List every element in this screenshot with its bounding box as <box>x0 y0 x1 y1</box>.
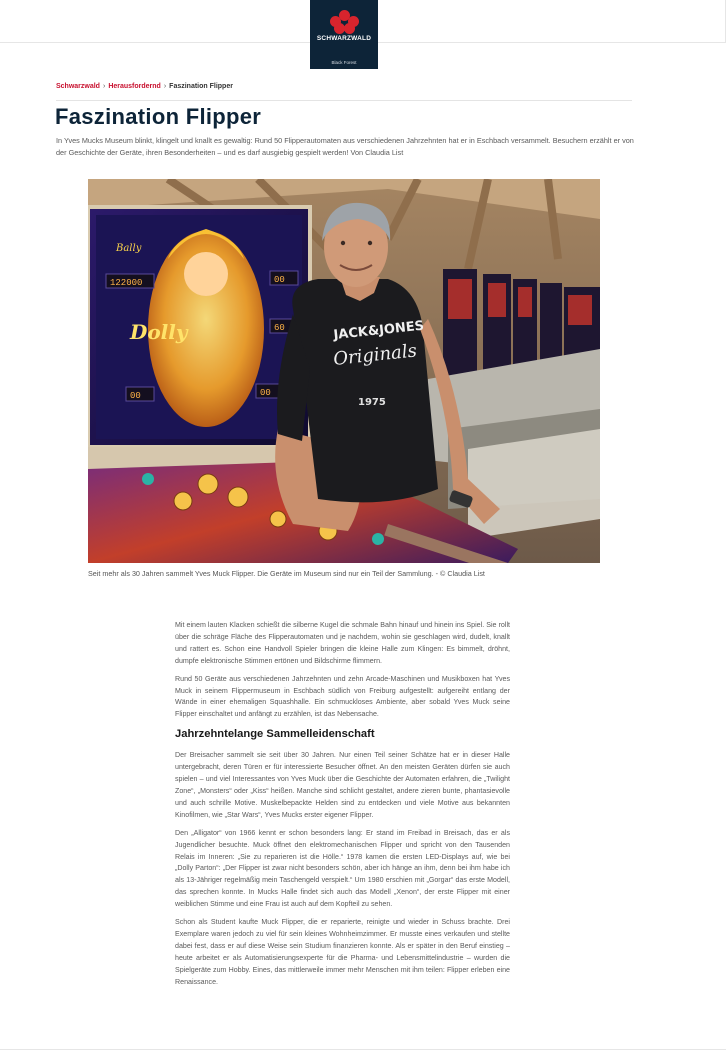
breadcrumb-separator-icon: › <box>102 83 106 90</box>
backglass-brand: Bally <box>116 243 142 254</box>
page-bottom-divider <box>0 1049 726 1050</box>
page-title: Faszination Flipper <box>55 104 262 129</box>
article-body <box>175 620 510 994</box>
logo-dots-icon <box>330 10 358 34</box>
article-paragraph: Mit einem lauten Klacken schießt die silberne Kugel die schmale Bahn hinauf und hinein ins Spiel. Sie rollt über die schräge Fläche des Flipperautomaten und je nachdem, wohin sie geschlagen wird, dudelt, knallt und rattert es. Schon eine Handvoll Spieler bringen die kleine Halle zum Klingen: Es bimmelt, dröhnt, dumpfe elektronische Stimmen ertönen und Bildschirme flimmern. <box>175 621 510 665</box>
backglass-score-5: 00 <box>260 388 271 398</box>
breadcrumb-link-schwarzwald[interactable]: Schwarzwald <box>56 83 100 90</box>
shirt-print-year: 1975 <box>358 397 386 408</box>
article-lead: In Yves Mucks Museum blinkt, klingelt und knallt es gewaltig: Rund 50 Flipperautomaten aus verschiedenen Jahrzehnten hat er in Eschbach versammelt. Besuchern erzählt er von der Geschichte der Geräte, ihren Besonderheiten – und es darf ausgiebig gespielt werden! Von Claudia List <box>56 136 634 157</box>
backglass-score-3: 60 <box>274 323 285 333</box>
shirt-print-script: Originals <box>332 340 418 370</box>
article-photo <box>88 179 600 563</box>
article-paragraph: Den „Alligator“ von 1966 kennt er schon besonders lang: Er stand im Freibad in Breisach, das er als Jugendlicher besuchte. Muck öffnet den elektromechanischen Flipper und spricht von den Tausenden Relais im Inneren: „Sie zu reparieren ist die Hölle.“ 1978 kamen die ersten LED-Displays auf, wie bei „Dolly Parton“: „Der Flipper ist zwar nicht besonders schön, aber ich hänge an ihm, denn bei ihm habe ich als 13-Jähriger regelmäßig mein Taschengeld verspielt.“ Um 1980 erschien mit „Gorgar“ das erste Modell, das sprechen konnte. In Mucks Halle findet sich auch das Modell „Xenon“, der erste Flipper mit einer weiblichen Stimme und eine Frau ist auch auf dem Kopfteil zu sehen. <box>175 828 510 909</box>
breadcrumb-link-herausfordernd[interactable]: Herausfordernd <box>108 83 161 90</box>
backglass-title: Dolly <box>130 320 188 344</box>
section-heading: Jahrzehntelange Sammelleidenschaft <box>175 728 375 741</box>
article-paragraph: Der Breisacher sammelt sie seit über 30 Jahren. Nur einen Teil seiner Schätze hat er in dieser Halle untergebracht, deren Türen er für interessierte Besucher öffnet. An den meisten Geräten dürfen sie auch spielen – und viel Interessantes von Yves Muck über die Geschichte der Automaten erfahren, die „Twilight Zone“, „Monsters“ oder „Kiss“ heißen. Manche sind schlicht gestaltet, andere zieren bunte, phantasievolle und auch schrille Motive. Muskelbepackte Helden sind zu entdecken und viele Motive aus bekannten Kinofilmen, wie „Star Wars“, Yves Mucks erster eigener Flipper. <box>175 751 510 819</box>
breadcrumb-separator-icon: › <box>163 83 167 90</box>
logo-tagline: Black Forest <box>331 60 357 65</box>
site-logo[interactable] <box>310 0 378 69</box>
article-paragraph: Schon als Student kaufte Muck Flipper, die er reparierte, reinigte und wieder in Schuss brachte. Drei Exemplare waren jedoch zu viel für sein kleines Wohnheimzimmer. Er musste eines verkaufen und stellte dabei fest, dass er auf diese Weise sein Studium finanzieren konnte. Als er später in den Beruf einstieg – heute arbeitet er als Automatisierungsexperte für die Pharma- und Lebensmittelindustrie – wurden die Spielgeräte zum Hobby. Eines, das mittlerweile immer mehr Menschen mit ihm teilen: Flipper erleben eine Renaissance. <box>175 918 510 986</box>
backglass-score-4: 00 <box>130 391 141 401</box>
photo-caption: Seit mehr als 30 Jahren sammelt Yves Muck Flipper. Die Geräte im Museum sind nur ein Teil der Sammlung. - © Claudia List <box>88 569 485 578</box>
shirt-print-brand: JACK&JONES <box>332 318 425 343</box>
backglass-score-2: 00 <box>274 275 285 285</box>
breadcrumb-current: Faszination Flipper <box>169 83 233 90</box>
title-divider <box>56 100 632 101</box>
logo-brand-text: SCHWARZWALD <box>316 35 372 42</box>
breadcrumb <box>56 83 233 90</box>
backglass-score-1: 122000 <box>110 278 143 288</box>
article-paragraph: Rund 50 Geräte aus verschiedenen Jahrzehnten und zehn Arcade-Maschinen und Musikboxen hat Yves Muck in seinem Flippermuseum in Eschbach südlich von Freiburg aufgestellt: aufgereiht entlang der Wände in einer ehemaligen Squashhalle. Ein schmuckloses Ambiente, aber sobald Yves Muck seine Flipper einschaltet und anfängt zu erzählen, ist das Nebensache. <box>175 674 510 719</box>
